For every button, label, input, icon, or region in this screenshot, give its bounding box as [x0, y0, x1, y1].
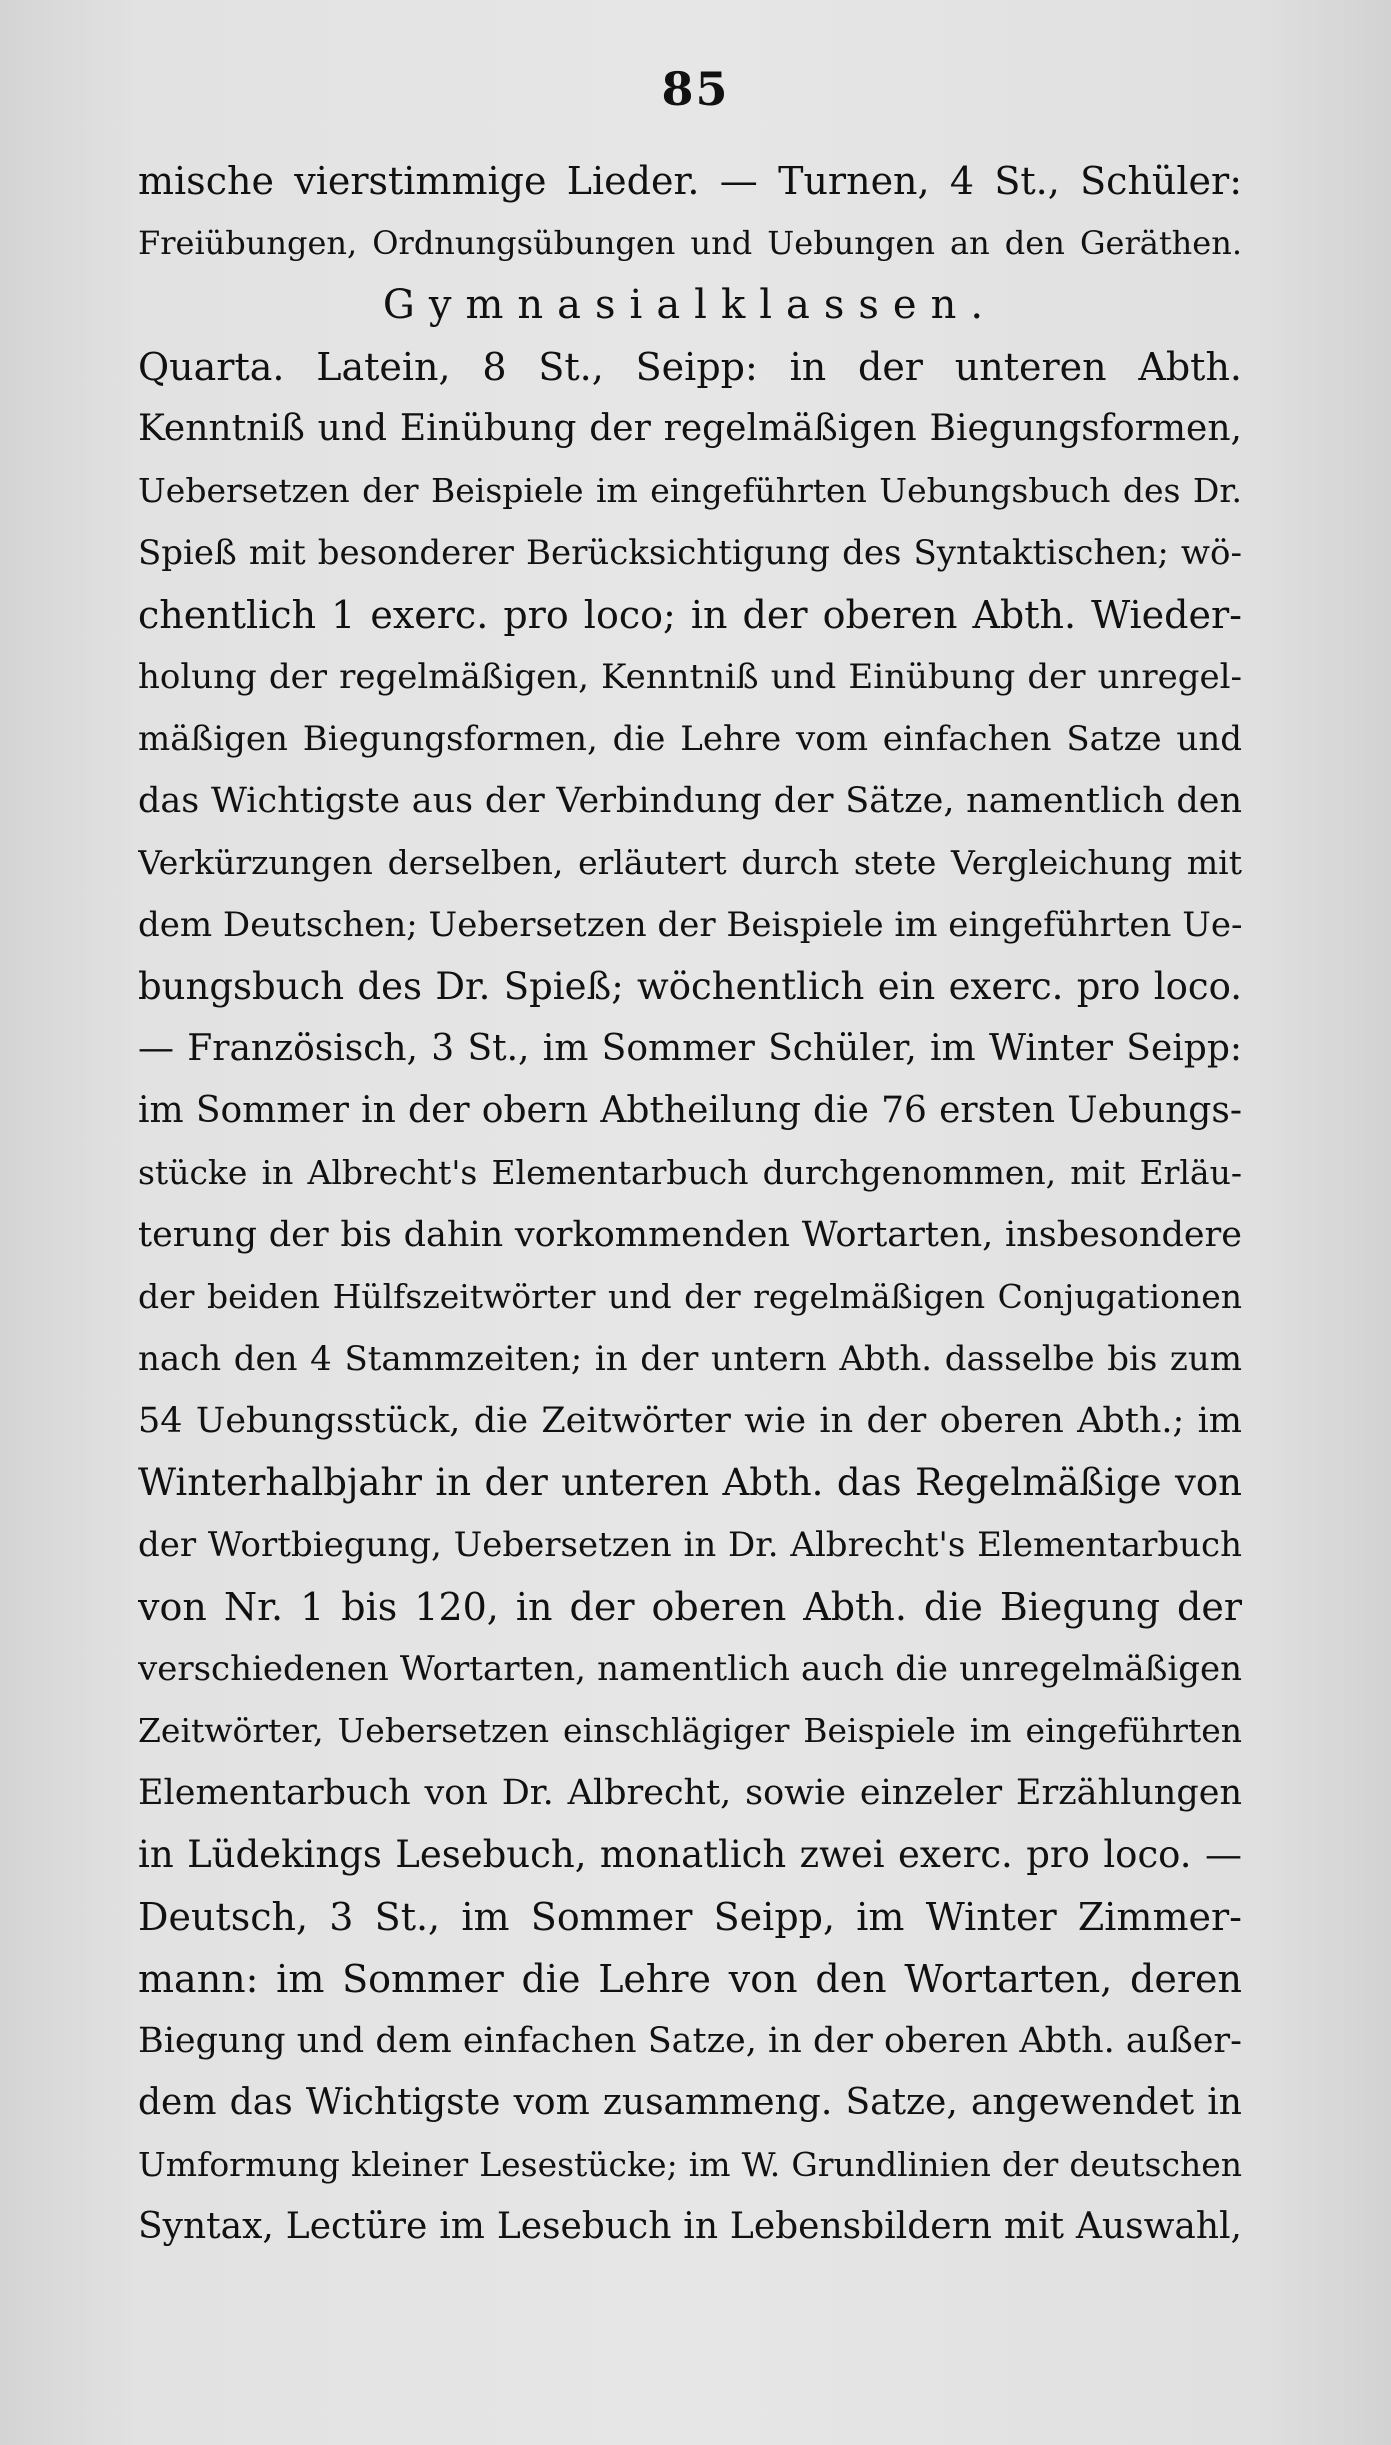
text-line: das Wichtigste aus der Verbindung der Sätze, namentlich den	[138, 781, 1242, 821]
text-line: von Nr. 1 bis 120, in der oberen Abth. die Biegung der	[138, 1585, 1242, 1629]
section-heading: Gymnasialklassen.	[382, 282, 998, 328]
body-text	[138, 150, 1242, 2258]
text-line: verschiedenen Wortarten, namentlich auch die unregelmäßigen	[138, 1649, 1242, 1689]
text-line: mann: im Sommer die Lehre von den Wortarten, deren	[138, 1957, 1242, 2001]
text-line: Deutsch, 3 St., im Sommer Seipp, im Winter Zimmer-	[138, 1895, 1242, 1939]
text-line: dem das Wichtigste vom zusammeng. Satze, angewendet in	[138, 2082, 1242, 2123]
text-line: Zeitwörter, Uebersetzen einschlägiger Beispiele im eingeführten	[138, 1711, 1242, 1750]
text-line: Biegung und dem einfachen Satze, in der oberen Abth. außer-	[138, 2021, 1242, 2061]
text-line: terung der bis dahin vorkommenden Wortarten, insbesondere	[138, 1215, 1242, 1255]
text-line: bungsbuch des Dr. Spieß; wöchentlich ein exerc. pro loco.	[138, 965, 1242, 1008]
text-line: der beiden Hülfszeitwörter und der regelmäßigen Conjugationen	[138, 1277, 1242, 1316]
text-line: — Französisch, 3 St., im Sommer Schüler, im Winter Seipp:	[138, 1028, 1242, 1069]
text-line: der Wortbiegung, Uebersetzen in Dr. Albrecht's Elementarbuch	[138, 1525, 1242, 1565]
text-line: Uebersetzen der Beispiele im eingeführten Uebungsbuch des Dr.	[138, 471, 1242, 510]
text-line: stücke in Albrecht's Elementarbuch durchgenommen, mit Erläu-	[138, 1153, 1242, 1192]
text-line: holung der regelmäßigen, Kenntniß und Einübung der unregel-	[138, 657, 1242, 697]
text-line: in Lüdekings Lesebuch, monatlich zwei exerc. pro loco. —	[138, 1833, 1242, 1876]
text-line: chentlich 1 exerc. pro loco; in der oberen Abth. Wieder-	[138, 593, 1242, 637]
text-line: Freiübungen, Ordnungsübungen und Uebungen an den Geräthen.	[138, 224, 1242, 262]
text-line: Syntax, Lectüre im Lesebuch in Lebensbildern mit Auswahl,	[138, 2206, 1242, 2247]
text-line: 54 Uebungsstück, die Zeitwörter wie in der oberen Abth.; im	[138, 1401, 1242, 1441]
page-number: 85	[661, 62, 730, 116]
text-line: Verkürzungen derselben, erläutert durch stete Vergleichung mit	[138, 843, 1242, 882]
text-line: nach den 4 Stammzeiten; in der untern Abth. dasselbe bis zum	[138, 1339, 1242, 1379]
text-line: Winterhalbjahr in der unteren Abth. das Regelmäßige von	[138, 1461, 1242, 1504]
text-line: dem Deutschen; Uebersetzen der Beispiele im eingeführten Ue-	[138, 905, 1242, 945]
text-line: Elementarbuch von Dr. Albrecht, sowie einzeler Erzählungen	[138, 1773, 1242, 1813]
text-line: mische vierstimmige Lieder. — Turnen, 4 St., Schüler:	[138, 159, 1242, 203]
text-line: Kenntniß und Einübung der regelmäßigen Biegungsformen,	[138, 408, 1242, 449]
text-line: Quarta. Latein, 8 St., Seipp: in der unteren Abth.	[138, 345, 1242, 389]
text-line: mäßigen Biegungsformen, die Lehre vom einfachen Satze und	[138, 719, 1242, 759]
text-line: im Sommer in der obern Abtheilung die 76 ersten Uebungs-	[138, 1090, 1242, 1131]
text-line: Umformung kleiner Lesestücke; im W. Grundlinien der deutschen	[138, 2145, 1242, 2184]
text-line: Spieß mit besonderer Berücksichtigung des Syntaktischen; wö-	[138, 533, 1242, 573]
